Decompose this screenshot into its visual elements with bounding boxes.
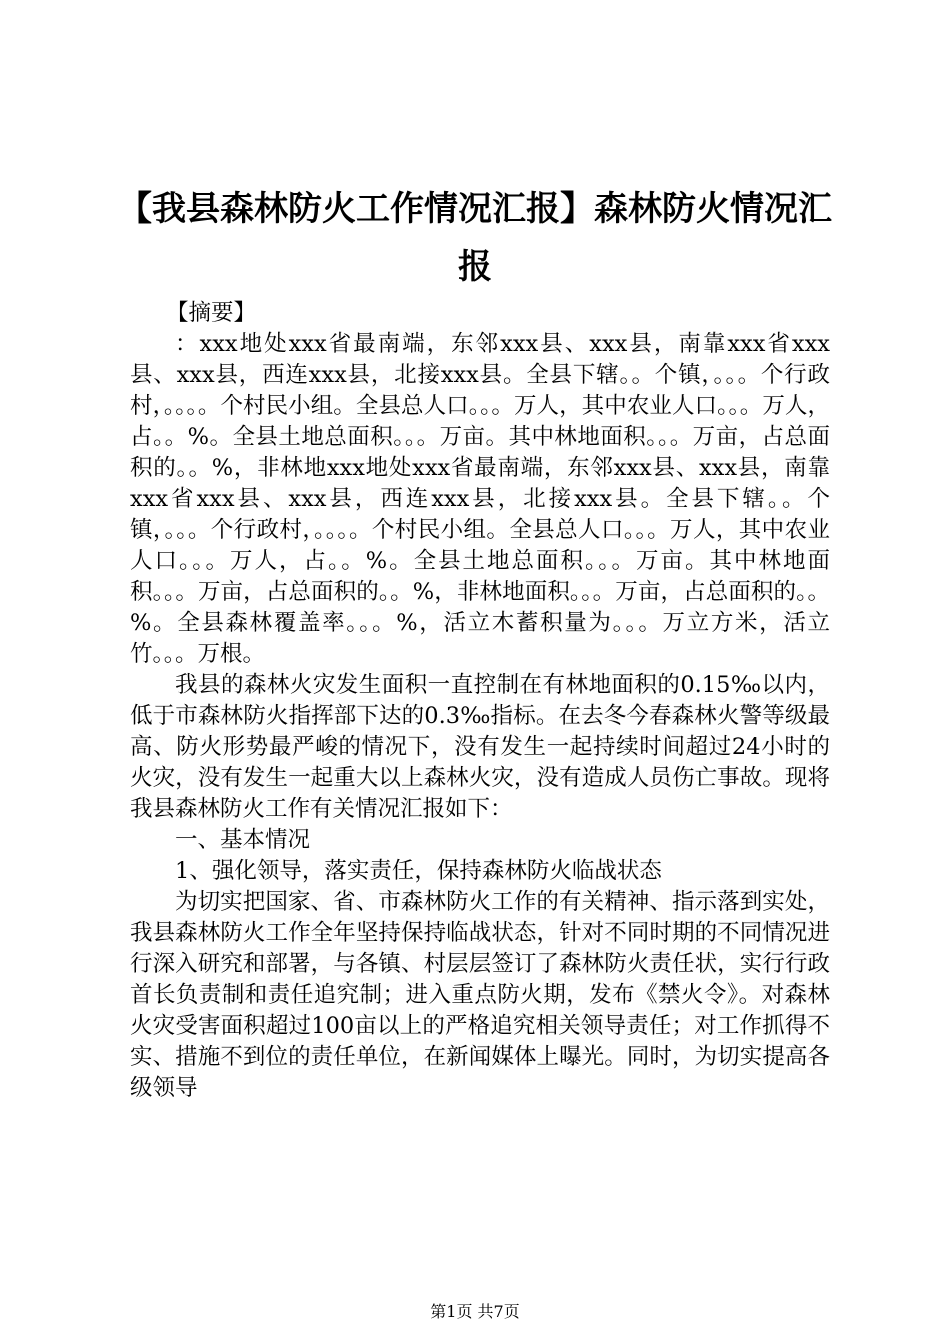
paragraph-overview: ：xxx地处xxx省最南端，东邻xxx县、xxx县，南靠xxx省xxx县、xxx县，西连xxx县，北接xxx县。全县下辖。。个镇，。。。个行政村，。。。。个村民小组。全县总人口。。。万人，其中农业人口。。。万人，占。。%。全县土地总面积。。。万亩。其中林地面积。。。万亩，占总面积的。。%，非林地xxx地处xxx省最南端，东邻xxx县、xxx县，南靠xxx省xxx县、xxx县，西连xxx县，北接xxx县。全县下辖。。个镇，。。。个行政村，。。。。个村民小组。全县总人口。。。万人，其中农业人口。。。万人，占。。%。全县土地总面积。。。万亩。其中林地面积。。。万亩，占总面积的。。%，非林地面积。。。万亩，占总面积的。。%。全县森林覆盖率。。。%，活立木蓄积量为。。。万立方米，活立竹。。。万根。 [130,331,830,667]
document-title: 【我县森林防火工作情况汇报】森林防火情况汇报 [118,189,832,287]
section-heading: 一、基本情况 [175,827,311,853]
paragraph-leadership: 为切实把国家、省、市森林防火工作的有关精神、指示落到实处，我县森林防火工作全年坚持保持临战状态，针对不同时期的不同情况进行深入研究和部署，与各镇、村层层签订了森林防火责任状，实行行政首长负责制和责任追究制；进入重点防火期，发布《禁火令》。对森林火灾受害面积超过100亩以上的严格追究相关领导责任；对工作抓得不实、措施不到位的责任单位，在新闻媒体上曝光。同时，为切实提高各级领导 [130,889,830,1101]
page-footer: 第1页 共7页 [430,1302,520,1321]
paragraph-fire-summary: 我县的森林火灾发生面积一直控制在有林地面积的0.15‰以内，低于市森林防火指挥部下达的0.3‰指标。在去冬今春森林火警等级最高、防火形势最严峻的情况下，没有发生一起持续时间超过24小时的火灾，没有发生一起重大以上森林火灾，没有造成人员伤亡事故。现将我县森林防火工作有关情况汇报如下： [130,672,830,822]
subsection-heading: 1、强化领导，落实责任，保持森林防火临战状态 [175,858,662,884]
abstract-label: 【摘要】 [166,300,257,326]
document-body [130,298,830,1104]
